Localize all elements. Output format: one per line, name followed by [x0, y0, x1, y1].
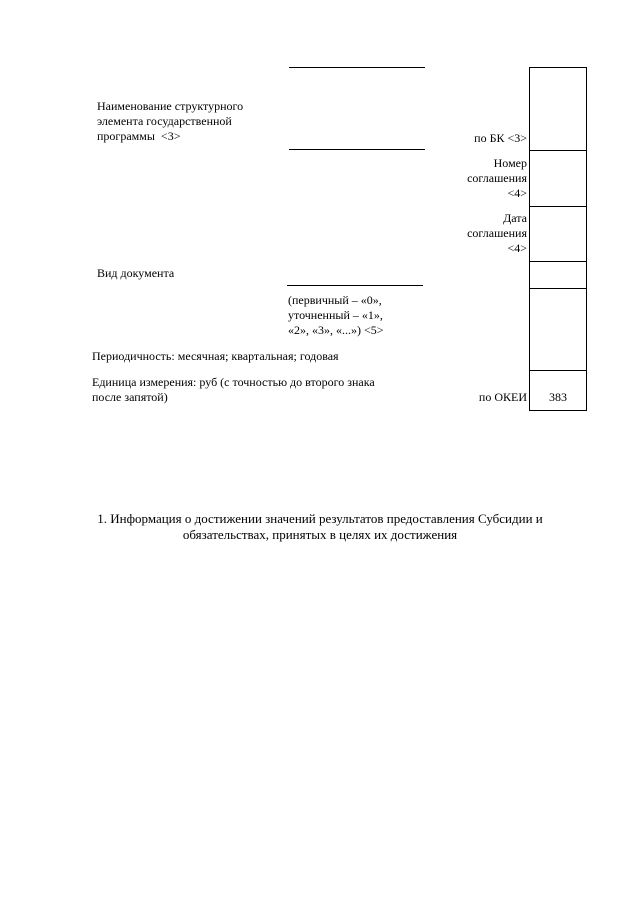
agreement-number-cell-bottom: [530, 206, 586, 207]
structural-element-top-line: [289, 67, 425, 68]
periodicity-cell-bottom: [530, 370, 586, 371]
section-title: 1. Информация о достижении значений результатов предоставления Субсидии и обязательствах, принятых в целях их достижения: [97, 511, 543, 542]
doc-type-label: Вид документа: [97, 266, 175, 280]
structural-element-value-line: [289, 149, 425, 150]
doc-type-value-line: [287, 285, 423, 286]
okei-label: по ОКЕИ: [478, 390, 527, 404]
agreement-date-cell-bottom: [530, 261, 586, 262]
okei-code-value: 383: [549, 390, 567, 404]
codes-column: [529, 67, 587, 411]
doc-type-cell-bottom: [530, 288, 586, 289]
bk-code-label: по БК <3>: [474, 131, 527, 145]
structural-element-label: Наименование структурного элемента государственной программы <3>: [97, 99, 244, 143]
periodicity-line: Периодичность: месячная; квартальная; годовая: [92, 349, 339, 363]
doc-type-hint: (первичный – «0», уточненный – «1», «2», «3», «...») <5>: [288, 293, 384, 337]
unit-line: Единица измерения: руб (с точностью до второго знака после запятой): [92, 375, 375, 404]
bk-code-cell-bottom: [530, 150, 586, 151]
agreement-number-label: Номер соглашения <4>: [467, 156, 527, 200]
agreement-date-label: Дата соглашения <4>: [467, 211, 527, 255]
